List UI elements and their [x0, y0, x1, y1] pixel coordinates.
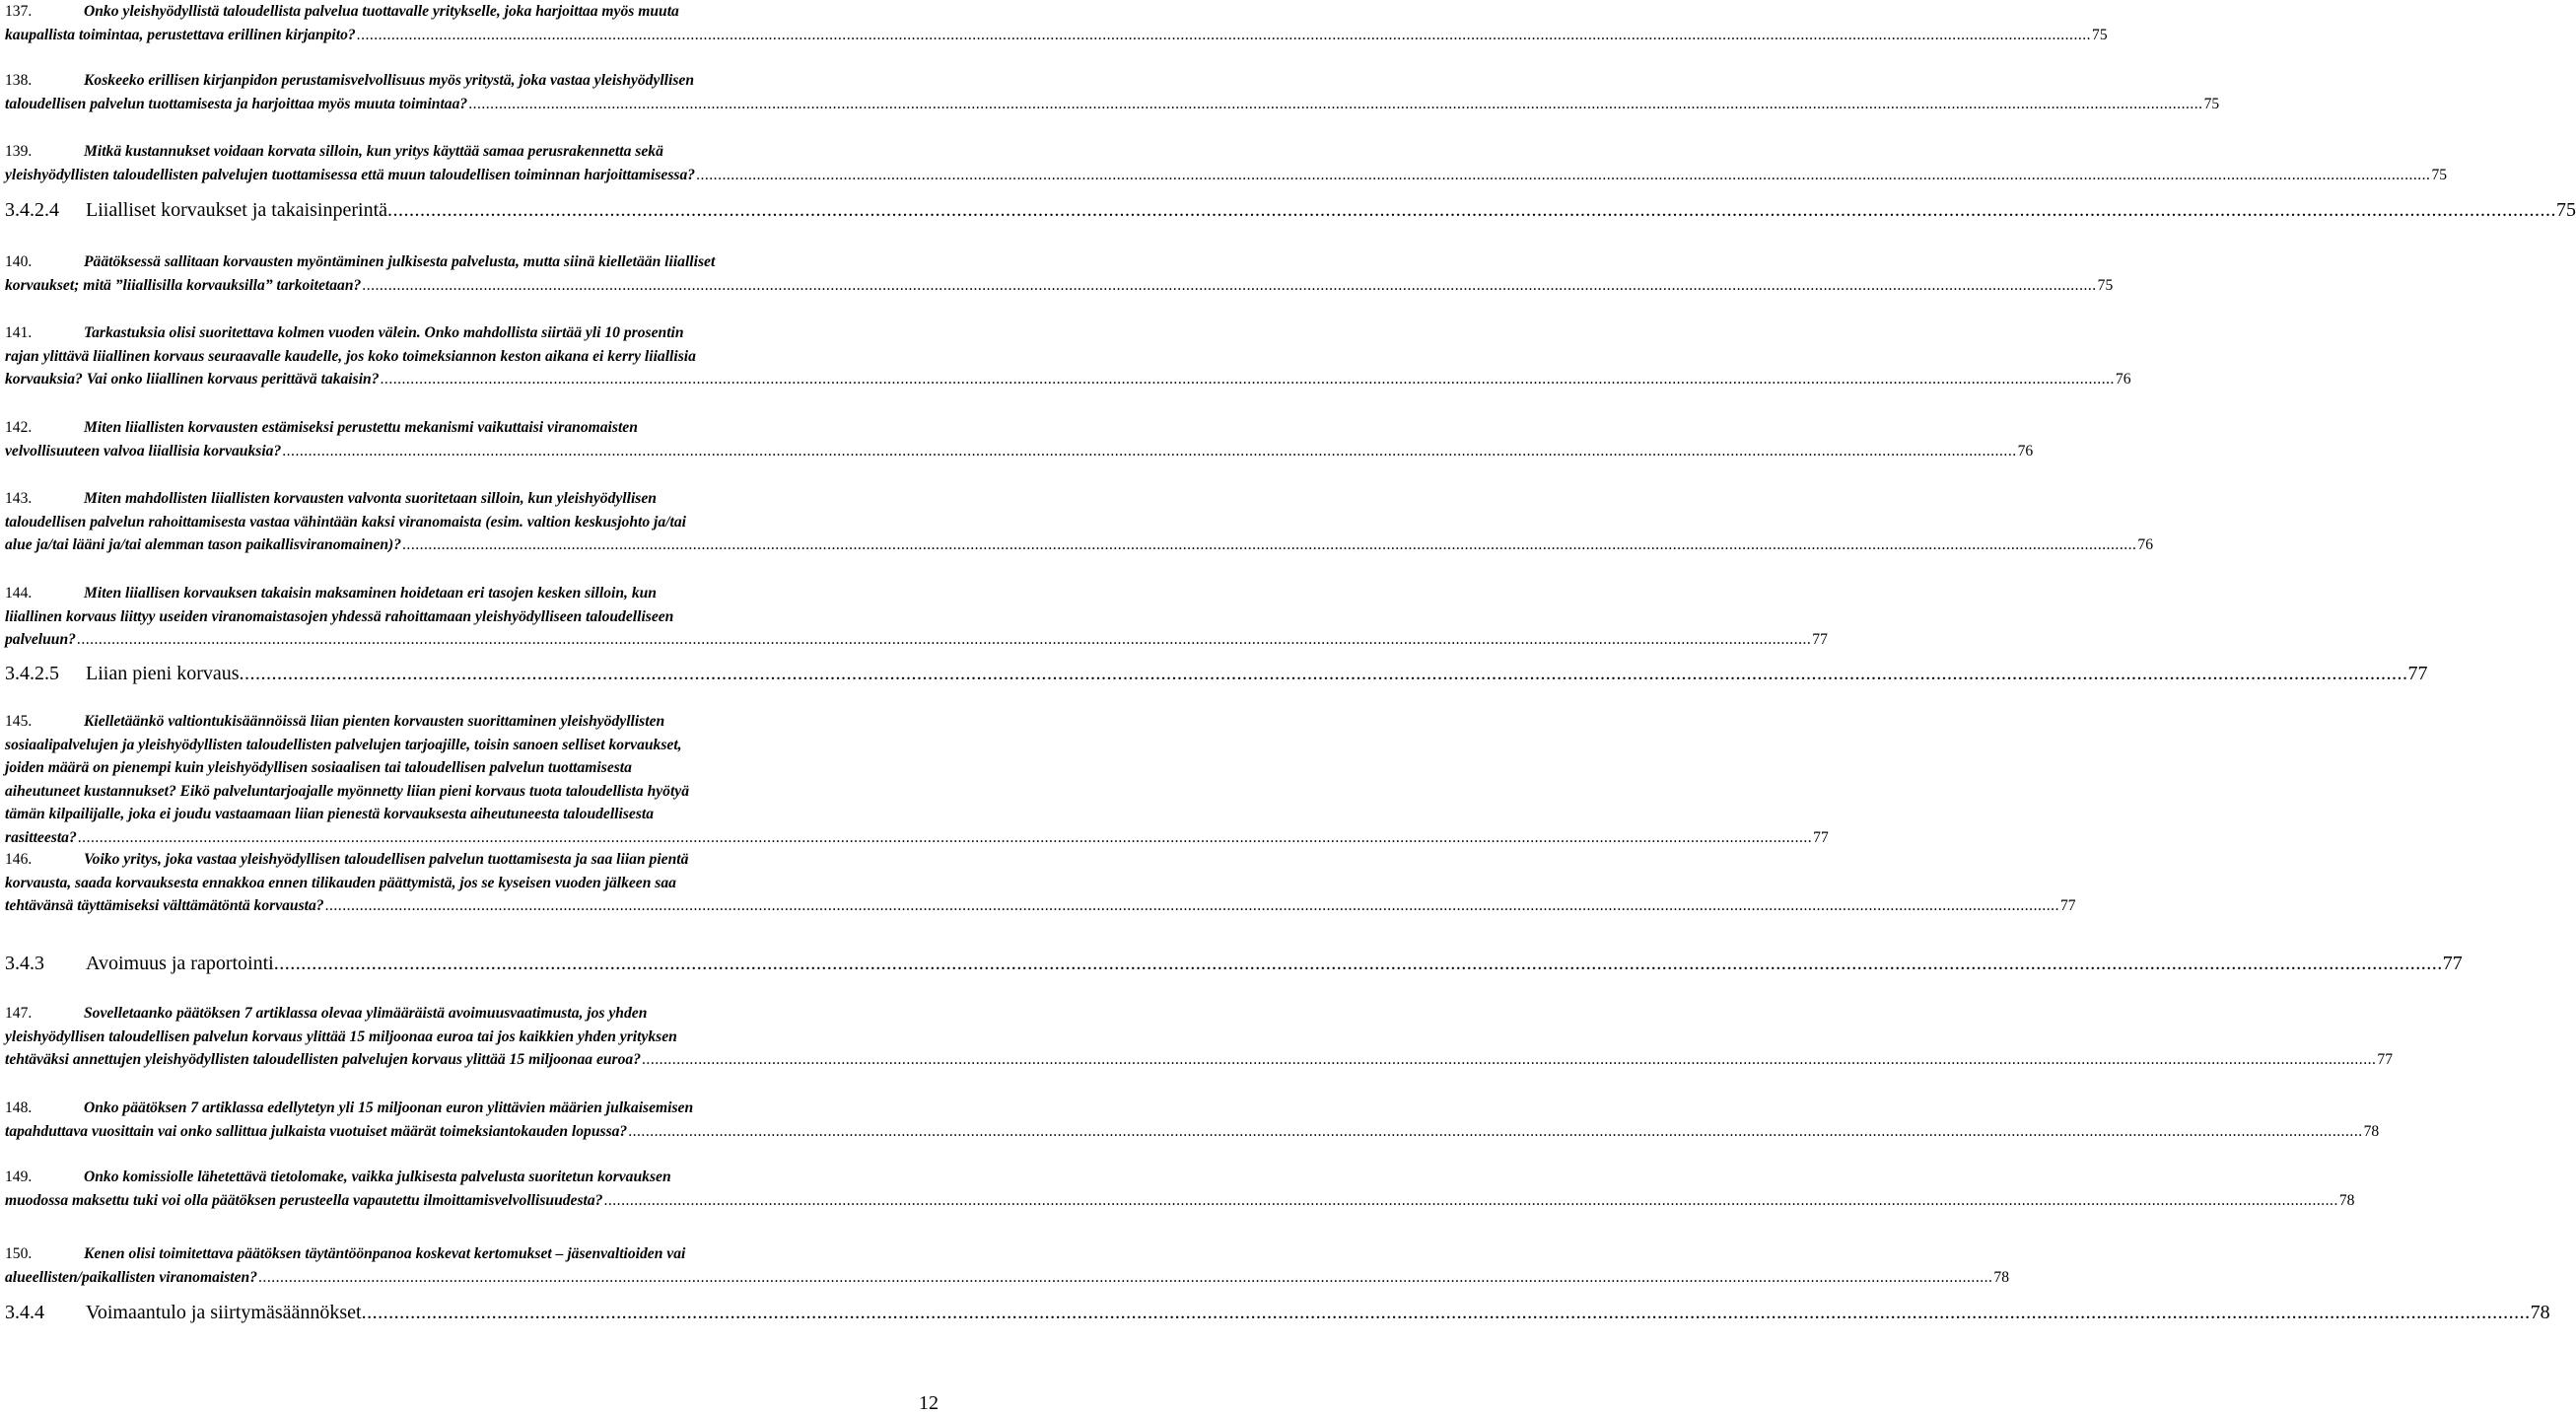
- toc-page-ref[interactable]: 76: [2115, 371, 2131, 388]
- dot-leader: ................................................................................................................................................................................................................................................................................................................................................................................................................: [603, 1191, 2338, 1209]
- toc-question[interactable]: [5, 1166, 2355, 1212]
- question-line: [5, 803, 863, 826]
- dot-leader: ................................................................................................................................................................................................................................................................................................................................................................................................................: [324, 897, 2059, 914]
- question-line: [5, 321, 863, 345]
- toc-page-ref[interactable]: 77: [2442, 953, 2463, 974]
- question-line: [5, 140, 863, 164]
- question-line: [5, 1026, 863, 1049]
- toc-question[interactable]: [5, 1002, 2393, 1072]
- dot-leader: ................................................................................................................................................................................................................................................................................................................................................................................................................: [696, 166, 2431, 183]
- question-text: liiallinen korvaus liittyy useiden viranomaistasojen yhdessä rahoittamaan yleishyödylliseen taloudelliseen: [5, 607, 674, 625]
- question-line: [5, 250, 863, 274]
- toc-question[interactable]: [5, 0, 2108, 46]
- section-number: 3.4.4: [5, 1302, 44, 1323]
- question-line: [5, 756, 863, 780]
- question-last-line: [5, 1266, 2009, 1290]
- question-text: taloudellisen palvelun rahoittamisesta vastaa vähintään kaksi viranomaista (esim. valtion keskusjohto ja/tai: [5, 513, 686, 531]
- toc-question[interactable]: [5, 1097, 2380, 1143]
- question-number: 140.: [5, 253, 33, 270]
- question-last-line: [5, 164, 2448, 187]
- question-number: 138.: [5, 72, 33, 89]
- toc-question[interactable]: [5, 1242, 2009, 1289]
- question-number: 141.: [5, 324, 33, 341]
- question-number: 148.: [5, 1099, 33, 1116]
- question-text: Sovelletaanko päätöksen 7 artiklassa olevaa ylimääräistä avoimuusvaatimusta, jos yhden: [84, 1005, 648, 1022]
- question-line: [5, 582, 863, 605]
- question-text: Kielletäänkö valtiontukisäännöissä liian pienten korvausten suorittaminen yleishyödyllisten: [84, 713, 665, 730]
- question-text: tehtäväksi annettujen yleishyödyllisten taloudellisten palvelujen korvaus ylittää 15 miljoonaa euroa?: [5, 1051, 642, 1068]
- question-text: Voiko yritys, joka vastaa yleishyödyllisen taloudellisen palvelun tuottamisesta ja saa liian pientä: [84, 851, 689, 868]
- section-title: Avoimuus ja raportointi: [86, 953, 274, 974]
- toc-question[interactable]: [5, 416, 2034, 462]
- dot-leader: ................................................................................................................................................................................................................................................................................................................................................................................................................: [628, 1122, 2363, 1140]
- question-text: Onko päätöksen 7 artiklassa edellytetyn yli 15 miljoonan euron ylittävien määrien julkaisemisen: [84, 1099, 694, 1116]
- dot-leader: ................................................................................................................................................................................................................................................................................................................................................................................................................: [362, 276, 2097, 294]
- question-line: [5, 605, 863, 629]
- question-text: korvausta, saada korvauksesta ennakkoa ennen tilikauden päättymistä, jos se kyseisen vuoden jälkeen saa: [5, 874, 676, 891]
- question-text: alueellisten/paikallisten viranomaisten?: [5, 1268, 258, 1286]
- toc-section-heading[interactable]: [5, 1300, 2550, 1325]
- question-number: 150.: [5, 1245, 33, 1262]
- question-text: tämän kilpailijalle, joka ei joudu vastaamaan liian pienestä korvauksesta aiheutuneesta taloudellisesta: [5, 806, 655, 822]
- section-title: Liialliset korvaukset ja takaisinperintä: [86, 199, 388, 221]
- question-line: [5, 487, 863, 511]
- question-text: korvaukset; mitä ”liiallisilla korvauksilla” tarkoitetaan?: [5, 276, 362, 294]
- question-text: sosiaalipalvelujen ja yleishyödyllisten taloudellisten palvelujen tarjoajille, toisin sanoen selliset korvaukset,: [5, 736, 682, 753]
- toc-section-heading[interactable]: [5, 197, 2576, 223]
- question-last-line: [5, 1189, 2355, 1213]
- question-line: [5, 872, 863, 895]
- question-last-line: [5, 1048, 2393, 1072]
- question-text: Päätöksessä sallitaan korvausten myöntäminen julkisesta palvelusta, mutta siinä kielletään liialliset: [84, 253, 716, 270]
- toc-question[interactable]: [5, 321, 2131, 391]
- question-number: 149.: [5, 1168, 33, 1185]
- question-text: taloudellisen palvelun tuottamisesta ja harjoittaa myös muuta toimintaa?: [5, 95, 468, 112]
- toc-page-ref[interactable]: 78: [2338, 1191, 2355, 1209]
- dot-leader: ................................................................................................................................................................................................................................................................................................................................................................................................................: [387, 199, 2557, 221]
- toc-section-heading[interactable]: [5, 951, 2463, 976]
- question-text: tapahduttava vuosittain vai onko sallittua julkaista vuotuiset määrät toimeksiantokauden lopussa?: [5, 1122, 628, 1140]
- toc-page-ref[interactable]: 77: [1812, 631, 1828, 648]
- question-line: [5, 416, 863, 440]
- toc-question[interactable]: [5, 487, 2153, 557]
- dot-leader: ................................................................................................................................................................................................................................................................................................................................................................................................................: [380, 371, 2115, 388]
- question-line: [5, 1166, 863, 1189]
- question-last-line: [5, 1120, 2380, 1144]
- section-title: Voimaantulo ja siirtymäsäännökset: [86, 1302, 362, 1323]
- dot-leader: ................................................................................................................................................................................................................................................................................................................................................................................................................: [273, 953, 2443, 974]
- question-number: 146.: [5, 851, 33, 868]
- toc-page-ref[interactable]: 77: [2377, 1051, 2393, 1068]
- toc-page-ref[interactable]: 75: [2097, 276, 2114, 294]
- question-text: Mitkä kustannukset voidaan korvata silloin, kun yritys käyttää samaa perusrakennetta sekä: [84, 143, 663, 160]
- question-text: aiheutuneet kustannukset? Eikö palveluntarjoajalle myönnetty liian pieni korvaus tuota taloudellista hyötyä: [5, 782, 690, 800]
- toc-question[interactable]: [5, 250, 2114, 297]
- question-text: yleishyödyllisten taloudellisten palvelujen tuottamisessa että muun taloudellisen toiminnan harjoittamisessa?: [5, 166, 696, 183]
- question-line: [5, 1242, 863, 1266]
- question-text: korvauksia? Vai onko liiallinen korvaus perittävä takaisin?: [5, 371, 380, 388]
- question-text: joiden määrä on pienempi kuin yleishyödyllisen sosiaalisen tai taloudellisen palvelun tuottamisesta: [5, 759, 632, 776]
- question-text: velvollisuuteen valvoa liiallisia korvauksia?: [5, 442, 282, 460]
- question-number: 147.: [5, 1005, 33, 1022]
- toc-page-ref[interactable]: 75: [2431, 166, 2448, 183]
- question-last-line: [5, 93, 2220, 116]
- question-line: [5, 1097, 863, 1120]
- toc-page-ref[interactable]: 78: [2363, 1122, 2380, 1140]
- dot-leader: ................................................................................................................................................................................................................................................................................................................................................................................................................: [282, 442, 2017, 460]
- toc-page-ref[interactable]: 75: [2092, 26, 2108, 43]
- dot-leader: ................................................................................................................................................................................................................................................................................................................................................................................................................: [76, 631, 1812, 648]
- toc-page-ref[interactable]: 75: [2203, 95, 2220, 112]
- question-number: 145.: [5, 713, 33, 730]
- question-last-line: [5, 274, 2114, 298]
- section-number: 3.4.2.4: [5, 199, 59, 221]
- question-line: [5, 710, 863, 734]
- toc-section-heading[interactable]: [5, 661, 2428, 686]
- question-text: Kenen olisi toimitettava päätöksen täytäntöönpanoa koskevat kertomukset – jäsenvaltioiden vai: [84, 1245, 686, 1262]
- question-text: muodossa maksettu tuki voi olla päätöksen perusteella vapautettu ilmoittamisvelvollisuudesta?: [5, 1191, 603, 1209]
- question-text: Miten liiallisen korvauksen takaisin maksaminen hoidetaan eri tasojen kesken silloin, kun: [84, 585, 657, 602]
- dot-leader: ................................................................................................................................................................................................................................................................................................................................................................................................................: [239, 663, 2408, 684]
- question-last-line: [5, 628, 1828, 652]
- toc-question[interactable]: [5, 69, 2220, 115]
- toc-question[interactable]: [5, 848, 2076, 918]
- dot-leader: ................................................................................................................................................................................................................................................................................................................................................................................................................: [642, 1051, 2377, 1068]
- question-number: 144.: [5, 585, 33, 602]
- question-line: [5, 69, 863, 93]
- toc-page-ref[interactable]: 75: [2556, 199, 2576, 221]
- toc-page-ref[interactable]: 77: [2407, 663, 2428, 684]
- question-text: rasitteesta?: [5, 828, 77, 846]
- question-last-line: [5, 826, 1829, 850]
- question-text: Miten mahdollisten liiallisten korvausten valvonta suoritetaan silloin, kun yleishyödyllisen: [84, 490, 657, 507]
- question-text: yleishyödyllisen taloudellisen palvelun korvaus ylittää 15 miljoonaa euroa tai jos kaikkien yhden yrityksen: [5, 1027, 677, 1045]
- dot-leader: ................................................................................................................................................................................................................................................................................................................................................................................................................: [77, 828, 1813, 846]
- question-number: 139.: [5, 143, 33, 160]
- toc-question[interactable]: [5, 140, 2448, 186]
- question-last-line: [5, 368, 2131, 391]
- question-number: 137.: [5, 3, 33, 20]
- toc-page-ref[interactable]: 76: [2137, 536, 2153, 553]
- question-last-line: [5, 440, 2034, 463]
- question-number: 143.: [5, 490, 33, 507]
- question-number: 142.: [5, 419, 33, 436]
- question-line: [5, 780, 863, 804]
- toc-page-ref[interactable]: 77: [2059, 897, 2076, 914]
- question-line: [5, 511, 863, 534]
- toc-question[interactable]: [5, 582, 1828, 652]
- toc-question[interactable]: [5, 710, 1829, 849]
- page-number: 12: [919, 1392, 939, 1414]
- section-title: Liian pieni korvaus: [86, 663, 240, 684]
- section-number: 3.4.3: [5, 953, 44, 974]
- dot-leader: ................................................................................................................................................................................................................................................................................................................................................................................................................: [361, 1302, 2531, 1323]
- question-text: rajan ylittävä liiallinen korvaus seuraavalle kaudelle, jos koko toimeksiannon keston aikana ei kerry liiallisia: [5, 347, 696, 365]
- toc-page-ref[interactable]: 77: [1813, 828, 1829, 846]
- question-line: [5, 848, 863, 872]
- dot-leader: ................................................................................................................................................................................................................................................................................................................................................................................................................: [258, 1268, 1993, 1286]
- dot-leader: ................................................................................................................................................................................................................................................................................................................................................................................................................: [468, 95, 2203, 112]
- question-line: [5, 1002, 863, 1026]
- toc-page-ref[interactable]: 78: [2530, 1302, 2550, 1323]
- question-line: [5, 734, 863, 757]
- question-text: kaupallista toimintaa, perustettava erillinen kirjanpito?: [5, 26, 356, 43]
- question-text: Onko yleishyödyllistä taloudellista palvelua tuottavalle yritykselle, joka harjoittaa myös muuta: [84, 3, 679, 20]
- dot-leader: ................................................................................................................................................................................................................................................................................................................................................................................................................: [356, 26, 2092, 43]
- question-line: [5, 345, 863, 369]
- question-text: Miten liiallisten korvausten estämiseksi perustettu mekanismi vaikuttaisi viranomaisten: [84, 419, 638, 436]
- question-text: Tarkastuksia olisi suoritettava kolmen vuoden välein. Onko mahdollista siirtää yli 10 prosentin: [84, 324, 684, 341]
- question-text: Koskeeko erillisen kirjanpidon perustamisvelvollisuus myös yritystä, joka vastaa yleishyödyllisen: [84, 72, 694, 89]
- question-text: alue ja/tai lääni ja/tai alemman tason paikallisviranomainen)?: [5, 536, 402, 553]
- question-text: palveluun?: [5, 631, 76, 648]
- dot-leader: ................................................................................................................................................................................................................................................................................................................................................................................................................: [402, 536, 2137, 553]
- section-number: 3.4.2.5: [5, 663, 59, 684]
- question-text: tehtävänsä täyttämiseksi välttämätöntä korvausta?: [5, 897, 324, 914]
- toc-page-ref[interactable]: 76: [2017, 442, 2034, 460]
- question-last-line: [5, 533, 2153, 557]
- question-last-line: [5, 24, 2108, 47]
- question-line: [5, 0, 863, 24]
- question-text: Onko komissiolle lähetettävä tietolomake, vaikka julkisesta palvelusta suoritetun korvauksen: [84, 1168, 671, 1185]
- toc-page-ref[interactable]: 78: [1993, 1268, 2009, 1286]
- question-last-line: [5, 894, 2076, 918]
